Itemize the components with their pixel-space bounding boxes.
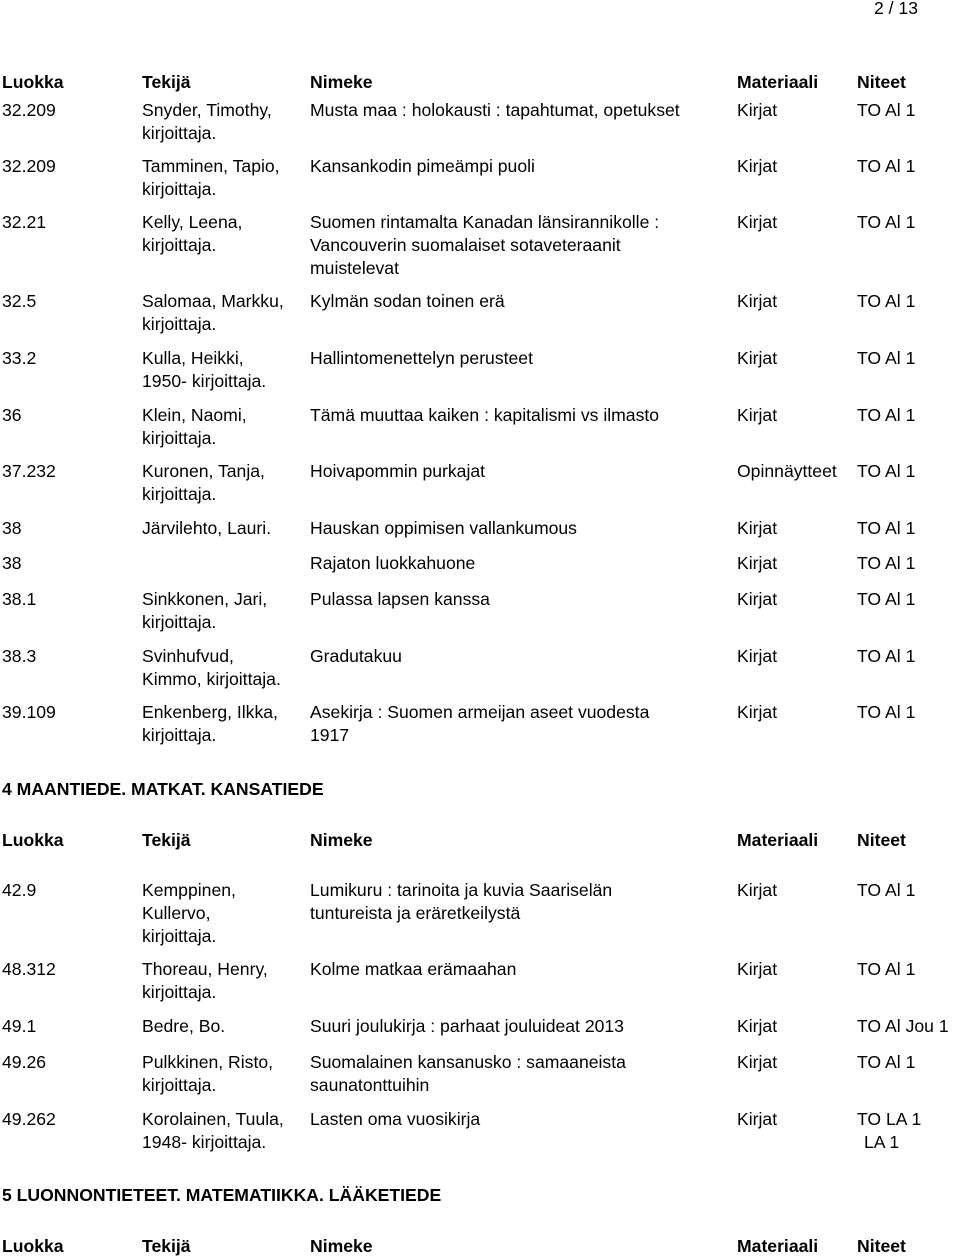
row-nimeke: muistelevat — [310, 258, 399, 278]
row-nimeke: Gradutakuu — [310, 646, 402, 666]
row-tekija: kirjoittaja. — [142, 314, 217, 334]
row-niteet: TO Al 1 — [857, 1052, 916, 1072]
row-nimeke: Suuri joulukirja : parhaat jouluideat 2013 — [310, 1016, 624, 1036]
header-niteet: Niteet — [857, 1236, 906, 1256]
row-materiaali: Kirjat — [737, 405, 778, 425]
row-niteet: TO Al 1 — [857, 553, 916, 573]
row-nimeke: Hallintomenettelyn perusteet — [310, 348, 533, 368]
row-nimeke: Lasten oma vuosikirja — [310, 1109, 481, 1129]
row-tekija: Kulla, Heikki, — [142, 348, 244, 368]
row-niteet: TO Al 1 — [857, 880, 916, 900]
row-tekija: Thoreau, Henry, — [142, 959, 268, 979]
row-niteet: TO Al 1 — [857, 156, 916, 176]
row-niteet: TO Al 1 — [857, 100, 916, 120]
row-tekija: kirjoittaja. — [142, 123, 217, 143]
row-nimeke: Kolme matkaa erämaahan — [310, 959, 517, 979]
row-luokka: 49.262 — [2, 1109, 56, 1129]
header-niteet: Niteet — [857, 72, 906, 92]
row-niteet: TO Al 1 — [857, 212, 916, 232]
row-niteet: TO Al 1 — [857, 589, 916, 609]
row-niteet: LA 1 — [864, 1132, 900, 1152]
row-nimeke: Hoivapommin purkajat — [310, 461, 486, 481]
row-nimeke: 1917 — [310, 725, 350, 745]
row-tekija: kirjoittaja. — [142, 179, 217, 199]
row-niteet: TO Al 1 — [857, 646, 916, 666]
row-tekija: 1950- kirjoittaja. — [142, 371, 267, 391]
row-luokka: 49.1 — [2, 1016, 37, 1036]
row-materiaali: Kirjat — [737, 880, 778, 900]
row-tekija: Bedre, Bo. — [142, 1016, 226, 1036]
row-nimeke: saunatonttuihin — [310, 1075, 430, 1095]
row-nimeke: Kansankodin pimeämpi puoli — [310, 156, 535, 176]
row-nimeke: Vancouverin suomalaiset sotaveteraanit — [310, 235, 621, 255]
header-nimeke: Nimeke — [310, 830, 373, 850]
row-nimeke: tuntureista ja eräretkeilystä — [310, 903, 521, 923]
row-niteet: TO Al 1 — [857, 348, 916, 368]
row-luokka: 38 — [2, 518, 22, 538]
section-title: 4 MAANTIEDE. MATKAT. KANSATIEDE — [2, 779, 324, 799]
row-nimeke: Pulassa lapsen kanssa — [310, 589, 490, 609]
row-luokka: 38 — [2, 553, 22, 573]
row-niteet: TO Al 1 — [857, 405, 916, 425]
row-nimeke: Lumikuru : tarinoita ja kuvia Saariselän — [310, 880, 613, 900]
header-luokka: Luokka — [2, 1236, 64, 1256]
section-title: 5 LUONNONTIETEET. MATEMATIIKKA. LÄÄKETIEDE — [2, 1185, 442, 1205]
row-nimeke: Kylmän sodan toinen erä — [310, 291, 505, 311]
row-luokka: 39.109 — [2, 702, 56, 722]
header-nimeke: Nimeke — [310, 1236, 373, 1256]
row-luokka: 42.9 — [2, 880, 37, 900]
row-niteet: TO Al Jou 1 — [857, 1016, 949, 1036]
row-tekija: kirjoittaja. — [142, 926, 217, 946]
row-tekija: 1948- kirjoittaja. — [142, 1132, 267, 1152]
row-luokka: 32.5 — [2, 291, 37, 311]
row-tekija: Snyder, Timothy, — [142, 100, 272, 120]
row-nimeke: Hauskan oppimisen vallankumous — [310, 518, 577, 538]
row-tekija: kirjoittaja. — [142, 484, 217, 504]
row-tekija: Korolainen, Tuula, — [142, 1109, 284, 1129]
row-tekija: Klein, Naomi, — [142, 405, 247, 425]
row-tekija: Enkenberg, Ilkka, — [142, 702, 278, 722]
row-tekija: kirjoittaja. — [142, 1075, 217, 1095]
header-materiaali: Materiaali — [737, 1236, 819, 1256]
row-tekija: Kuronen, Tanja, — [142, 461, 265, 481]
row-luokka: 33.2 — [2, 348, 37, 368]
row-tekija: Kemppinen, — [142, 880, 236, 900]
row-tekija: kirjoittaja. — [142, 235, 217, 255]
row-tekija: kirjoittaja. — [142, 428, 217, 448]
header-materiaali: Materiaali — [737, 830, 819, 850]
row-materiaali: Kirjat — [737, 156, 778, 176]
row-luokka: 49.26 — [2, 1052, 47, 1072]
header-tekija: Tekijä — [142, 1236, 191, 1256]
row-tekija: kirjoittaja. — [142, 725, 217, 745]
row-materiaali: Kirjat — [737, 348, 778, 368]
header-tekija: Tekijä — [142, 72, 191, 92]
row-materiaali: Kirjat — [737, 646, 778, 666]
row-materiaali: Kirjat — [737, 1109, 778, 1129]
row-niteet: TO LA 1 — [857, 1109, 922, 1129]
header-tekija: Tekijä — [142, 830, 191, 850]
row-luokka: 32.209 — [2, 100, 56, 120]
row-luokka: 32.21 — [2, 212, 47, 232]
row-niteet: TO Al 1 — [857, 291, 916, 311]
row-tekija: Kullervo, — [142, 903, 211, 923]
page-number: 2 / 13 — [873, 0, 918, 18]
header-materiaali: Materiaali — [737, 72, 819, 92]
row-nimeke: Suomalainen kansanusko : samaaneista — [310, 1052, 626, 1072]
row-tekija: Järvilehto, Lauri. — [142, 518, 272, 538]
row-materiaali: Kirjat — [737, 553, 778, 573]
row-luokka: 32.209 — [2, 156, 56, 176]
row-materiaali: Kirjat — [737, 959, 778, 979]
row-nimeke: Suomen rintamalta Kanadan länsirannikolle : — [310, 212, 660, 232]
row-tekija: kirjoittaja. — [142, 982, 217, 1002]
row-tekija: Kimmo, kirjoittaja. — [142, 669, 281, 689]
row-luokka: 38.3 — [2, 646, 37, 666]
row-tekija: Salomaa, Markku, — [142, 291, 284, 311]
row-materiaali: Kirjat — [737, 589, 778, 609]
row-nimeke: Tämä muuttaa kaiken : kapitalismi vs ilmasto — [310, 405, 660, 425]
row-materiaali: Kirjat — [737, 100, 778, 120]
row-materiaali: Kirjat — [737, 518, 778, 538]
row-niteet: TO Al 1 — [857, 959, 916, 979]
row-nimeke: Rajaton luokkahuone — [310, 553, 476, 573]
header-luokka: Luokka — [2, 72, 64, 92]
row-nimeke: Musta maa : holokausti : tapahtumat, opetukset — [310, 100, 680, 120]
row-luokka: 37.232 — [2, 461, 56, 481]
row-tekija: Svinhufvud, — [142, 646, 234, 666]
row-tekija: Tamminen, Tapio, — [142, 156, 280, 176]
row-tekija: Kelly, Leena, — [142, 212, 243, 232]
row-materiaali: Kirjat — [737, 291, 778, 311]
row-niteet: TO Al 1 — [857, 702, 916, 722]
header-niteet: Niteet — [857, 830, 906, 850]
row-materiaali: Kirjat — [737, 702, 778, 722]
row-luokka: 38.1 — [2, 589, 37, 609]
row-tekija: kirjoittaja. — [142, 612, 217, 632]
header-nimeke: Nimeke — [310, 72, 373, 92]
row-niteet: TO Al 1 — [857, 518, 916, 538]
row-tekija: Pulkkinen, Risto, — [142, 1052, 274, 1072]
row-nimeke: Asekirja : Suomen armeijan aseet vuodesta — [310, 702, 650, 722]
row-materiaali: Opinnäytteet — [737, 461, 837, 481]
row-luokka: 48.312 — [2, 959, 56, 979]
row-materiaali: Kirjat — [737, 212, 778, 232]
row-niteet: TO Al 1 — [857, 461, 916, 481]
row-tekija: Sinkkonen, Jari, — [142, 589, 268, 609]
row-materiaali: Kirjat — [737, 1052, 778, 1072]
row-materiaali: Kirjat — [737, 1016, 778, 1036]
row-luokka: 36 — [2, 405, 22, 425]
header-luokka: Luokka — [2, 830, 64, 850]
